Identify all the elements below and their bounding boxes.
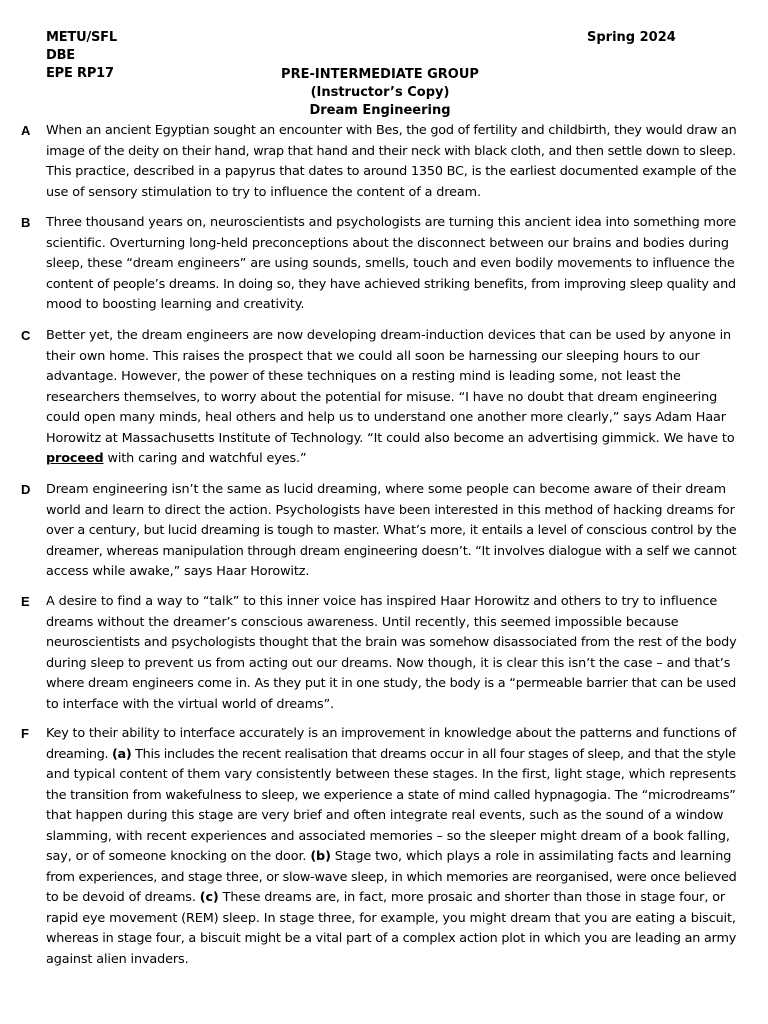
text-line [46,847,736,868]
header-code: EPE RP17 [46,66,114,81]
text-fragment: dreaming. [46,746,113,762]
text-line: dreams without the dreamer’s conscious awareness. Until recently, this seemed impossible because [46,614,679,630]
text-line: rapid eye movement (REM) sleep. In stage three, for example, you might dream that you are eating a biscuit, [46,910,736,926]
text-line: mood to boosting learning and creativity. [46,297,305,312]
paragraph-letter: D [21,482,31,497]
text-line: advantage. However, the power of these techniques on a resting mind is leading some, not least the [46,369,681,384]
text-line [46,449,736,470]
text-line: slamming, with recent experiences and associated memories – so the sleeper might dream of a book falling, [46,828,730,844]
text-line: When an ancient Egyptian sought an encounter with Bes, the god of fertility and childbirth, they would draw an [46,123,737,138]
header-course: METU/SFL [46,30,117,45]
highlighted-word: proceed [46,451,104,466]
marker-b: (b) [310,849,331,864]
text-line: Horowitz at Massachusetts Institute of Technology. “It could also become an advertising gimmick. We have to [46,430,735,446]
paragraph-letter: A [21,123,31,138]
text-line: access while awake,” says Haar Horowitz. [46,564,310,579]
text-line: the transition from wakefulness to sleep, we experience a state of mind called hypnagogia. The “microdreams” [46,787,736,803]
paragraph-letter: B [21,215,31,230]
text-line: where dream engineers come in. As they put it in one study, the body is a “permeable barrier that can be used [46,676,736,691]
text-line: A desire to find a way to “talk” to this inner voice has inspired Haar Horowitz and others to try to influence [46,594,718,609]
paragraph-text [46,592,736,715]
text-line: dreamer, whereas manipulation through dream engineering doesn’t. “It involves dialogue with a self we cannot [46,543,737,559]
header-department: DBE [46,48,75,63]
text-fragment: say, or of someone knocking on the door. [46,849,311,864]
text-fragment: Stage two, which plays a role in assimilating facts and learning [330,849,732,864]
marker-a: (a) [112,746,132,762]
paragraph-text [46,724,736,970]
text-line: sleep, these “dream engineers” are using sounds, smells, touch and even bodily movements to influence the [46,256,735,271]
text-line: over a century, but lucid dreaming is tough to master. What’s more, it entails a level of conscious control by the [46,523,737,538]
paragraph-text [46,121,736,203]
text-line: during sleep to prevent us from acting out our dreams. Now though, it is clear this isn’t the case – and that’s [46,655,731,671]
text-line: whereas in stage four, a biscuit might be a vital part of a complex action plot in which you are leading an army [46,931,737,946]
paragraph-letter: E [21,594,30,609]
text-fragment: This includes the recent realisation that dreams occur in all four stages of sleep, and that the style [131,746,736,762]
paragraph-text [46,480,736,583]
text-fragment: with caring and watchful eyes.” [103,451,307,466]
text-line: world and learn to direct the action. Psychologists have been interested in this method of hacking dreams for [46,502,735,518]
text-line: from experiences, and stage three, or slow-wave sleep, in which memories are reorganised, were once believed [46,869,737,885]
group-heading: PRE-INTERMEDIATE GROUP [281,67,479,82]
text-line: image of the deity on their hand, wrap that hand and their neck with black cloth, and then settle down to sleep. [46,143,736,159]
paragraph-text [46,326,736,470]
text-line [46,745,736,766]
copy-label: (Instructor’s Copy) [310,85,450,100]
paragraph-letter: F [21,726,29,741]
text-line: neuroscientists and psychologists thought that the brain was somehow disassociated from the rest of the body [46,635,737,650]
title-block [200,66,560,120]
text-line: Key to their ability to interface accurately is an improvement in knowledge about the patterns and functions of [46,726,737,741]
text-line: Better yet, the dream engineers are now developing dream-induction devices that can be used by anyone in [46,328,732,343]
text-fragment: to be devoid of dreams. [46,890,200,905]
text-line: This practice, described in a papyrus that dates to around 1350 BC, is the earliest documented example of the [46,164,737,179]
text-line: that happen during this stage are very brief and often integrate real events, such as the sound of a window [46,808,724,823]
text-line: use of sensory stimulation to try to influence the content of a dream. [46,184,481,200]
text-line: could open many minds, heal others and help us to understand one another more clearly,” says Adam Haar [46,410,726,425]
text-line: and typical content of them vary consistently between these stages. In the first, light stage, which represents [46,767,737,782]
text-line: Three thousand years on, neuroscientists and psychologists are turning this ancient idea into something more [46,215,737,230]
paragraph-letter: C [21,328,31,343]
document-title: Dream Engineering [309,103,451,118]
text-line: content of people’s dreams. In doing so, they have achieved striking benefits, from improving sleep quality and [46,276,736,292]
text-line [46,888,736,909]
header-term: Spring 2024 [587,30,676,45]
marker-c: (c) [199,890,219,905]
text-line: to interface with the virtual world of dreams”. [46,696,335,712]
text-line: against alien invaders. [46,951,189,967]
paragraph-text [46,213,736,316]
text-fragment: These dreams are, in fact, more prosaic and shorter than those in stage four, or [218,890,726,905]
text-line: Dream engineering isn’t the same as lucid dreaming, where some people can become aware of their dream [46,482,726,497]
text-line: scientific. Overturning long-held preconceptions about the disconnect between our brains and bodies during [46,235,729,251]
text-line: their own home. This raises the prospect that we could all soon be harnessing our sleeping hours to our [46,348,700,364]
text-line: researchers themselves, to worry about the potential for misuse. “I have no doubt that dream engineering [46,389,718,405]
